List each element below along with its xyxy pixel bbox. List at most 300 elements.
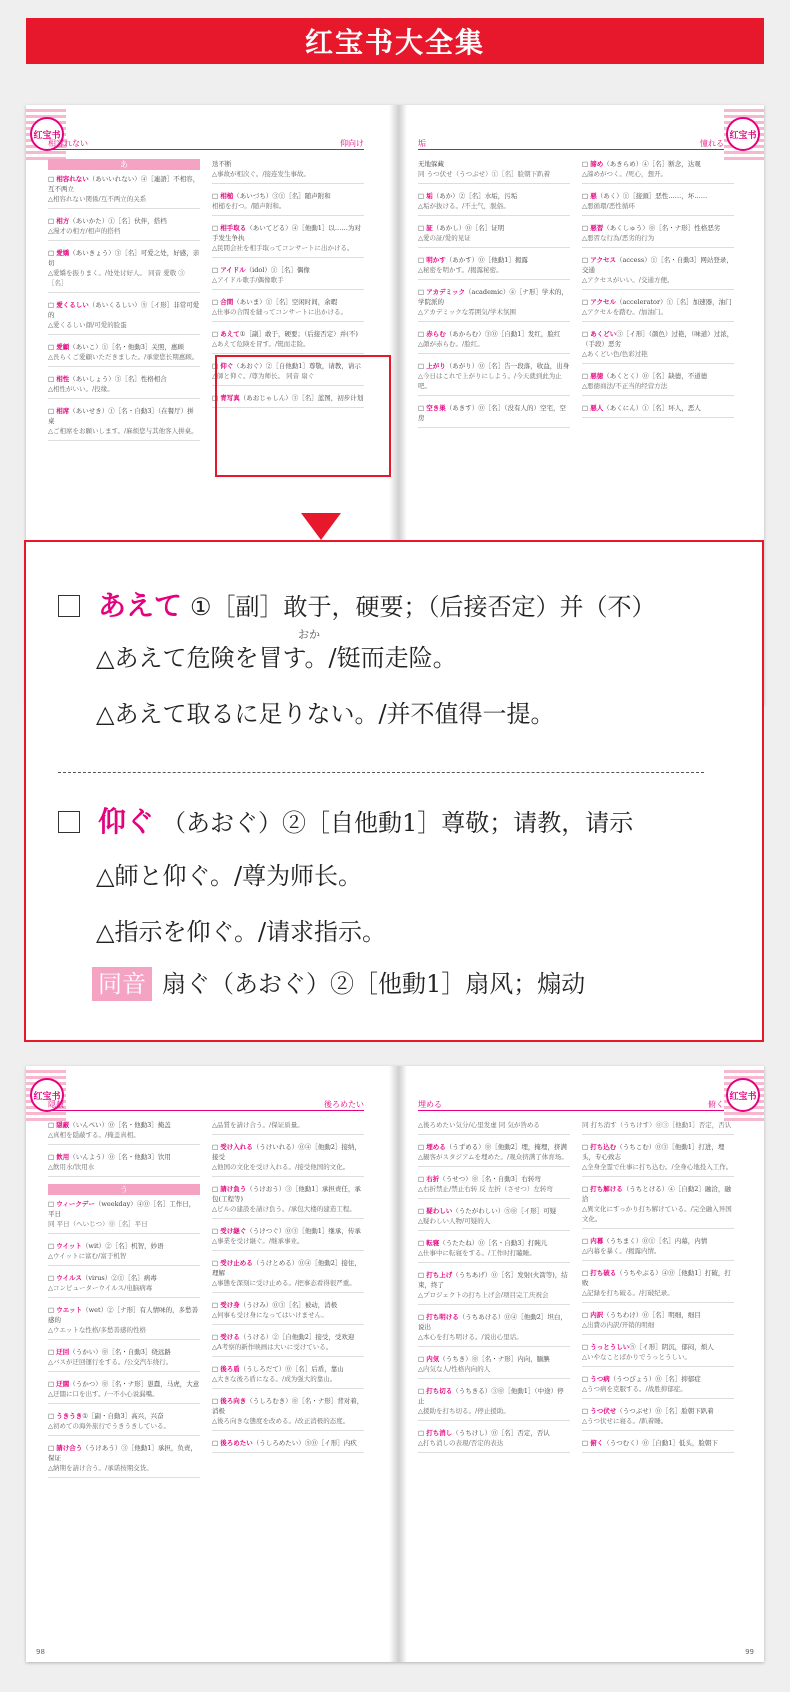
entry-example: △事態を深刻に受け止める。/把事态看得很严重。 xyxy=(212,1279,356,1287)
bottom-right-page xyxy=(414,1066,764,1662)
entry-def: （あおぐ）②［自他動1］尊敬，请教，请示 xyxy=(233,362,361,370)
entry-def: （wit）②［名］机智，妙语 xyxy=(81,1242,164,1250)
dict-entry: □ 赤らむ（あからむ）③⓪［自動1］发红，脸红 △顔が赤らむ。/脸红。 xyxy=(418,329,570,354)
entry-def: ③［イ形］（颜色）过艳，（味道）过浓，（手段）恶劣 xyxy=(582,330,734,348)
dict-entry: □ うつ病（うつびょう）⓪［名］抑郁症 △うつ病を克服する。/战胜抑郁症。 xyxy=(582,1374,734,1399)
dict-entry: □ 俯く（うつむく）⓪［自動1］低头，脸朝下 xyxy=(582,1438,734,1453)
entry-word: あえて xyxy=(220,330,240,338)
dict-entry: □ 後ろ向き（うしろむき）⓪［名・ナ形］背对着，消极 △後ろ向きな態度を改める。/改正消极的态度。 xyxy=(212,1396,364,1431)
entry-example: △ご相席をお願いします。/麻烦您与其他客人拼桌。 xyxy=(48,427,198,435)
entry-def: （あいしょう）③［名］性格相合 xyxy=(69,375,167,383)
entry-word: 迂闊 xyxy=(56,1380,70,1388)
entry-word: 相席 xyxy=(56,407,70,415)
entry-word: 内幕 xyxy=(590,1237,604,1245)
dict-entry: □ 疑わしい（うたがわしい）⑤⓪［イ形］可疑 △疑わしい人物/可疑的人 xyxy=(418,1206,570,1231)
zoom-word-2: 仰ぐ xyxy=(98,805,155,838)
header-left: 隠蔽 xyxy=(48,1100,64,1109)
entry-word: 内訳 xyxy=(590,1311,604,1319)
column xyxy=(418,159,570,435)
dict-entry: □ うきうき①［副・自動3］高兴，兴奋 △初めての海外旅行でうきうきしている。 xyxy=(48,1411,200,1436)
entry-example: △ウエットな性格/多愁善感的性格 xyxy=(48,1326,147,1334)
hongbaoshu-logo-icon: 红宝书 xyxy=(30,1078,64,1112)
entry-def: （うちあける）⓪④［他動2］坦白，说出 xyxy=(418,1313,567,1331)
entry-example: △ウイットに富む/富于机智 xyxy=(48,1252,127,1260)
entry-word: 隠蔽 xyxy=(56,1121,70,1129)
dict-entry: □ 打ち解ける（うちとける）④［自動2］融洽，融洽 △異文化にすっかり打ち解けている。/完全融入异国文化。 xyxy=(582,1184,734,1229)
entry-example: △いやなことばかりでうっとうしい。 xyxy=(582,1353,691,1361)
entry-example: 同 打ち消す（うちけす）⓪③［他動1］否定，否认 xyxy=(582,1121,732,1129)
highlight-box xyxy=(215,355,391,477)
entry-example: △大きな後ろ盾になる。/成为强大的靠山。 xyxy=(212,1375,337,1383)
dict-entry: □ 悪習（あくしゅう）⓪［名・ナ形］性格恶劣 △悪習な行為/恶劣的行为 xyxy=(582,223,734,248)
column xyxy=(212,1120,364,1460)
entry-word: 請け負う xyxy=(220,1185,247,1193)
dict-entry xyxy=(418,159,570,184)
entry-example: △師と仰ぐ。/尊为师长。 同音 扇ぐ xyxy=(212,372,315,380)
entry-def: （あおじゃしん）③［名］蓝图，初步计划 xyxy=(239,394,364,402)
entry-example: △諦めがつく。/死心，想开。 xyxy=(582,170,668,178)
entry-word: 右折 xyxy=(426,1175,440,1183)
entry-example: △仕事中に転寝をする。/工作时打瞌睡。 xyxy=(418,1249,536,1257)
zoom-example: △指示を仰ぐ。/请求指示。 xyxy=(96,918,387,946)
entry-word: あくどい xyxy=(590,330,617,338)
entry-example: △民間会社を相手取ってコンサートに出かける。 xyxy=(212,244,354,252)
dict-entry: □ 受け入れる（うけいれる）⓪④［他動2］接纳，接受 △他国の文化を受け入れる。/接受他国的文化。 xyxy=(212,1142,364,1177)
entry-word: 打ち上げ xyxy=(426,1271,453,1279)
entry-word: 受ける xyxy=(220,1333,240,1341)
entry-word: 上がり xyxy=(426,362,446,370)
entry-example: △アイドル歌手/偶像歌手 xyxy=(212,276,284,284)
entry-word: うきうき xyxy=(56,1412,83,1420)
entry-word: 後ろめたい xyxy=(220,1439,253,1447)
entry-word: 悪習 xyxy=(590,224,604,232)
entry-word: 仰ぐ xyxy=(220,362,234,370)
zoom-example: △あえて取るに足りない。/并不值得一提。 xyxy=(96,700,555,728)
entry-def: （うけいれる）⓪④［他動2］接纳，接受 xyxy=(212,1143,361,1161)
dict-entry: □ ウイット（wit）②［名］机智，妙语 △ウイットに富む/富于机智 xyxy=(48,1241,200,1266)
dict-entry: □ 打ち切る（うちきる）③⓪［他動1］（中途）停止 △援助を打ち切る。/停止援助。 xyxy=(418,1386,570,1421)
entry-def: （うちとける）④［自動2］融洽，融洽 xyxy=(582,1185,731,1203)
entry-def: （あくとく）⓪［名］缺德，不道德 xyxy=(603,372,708,380)
down-arrow-icon xyxy=(301,513,341,540)
entry-example: △疑わしい人物/可疑的人 xyxy=(418,1217,491,1225)
entry-example: △打ち消しの表現/否定的表达 xyxy=(418,1439,504,1447)
entry-example: △愛嬌を振りまく。/处处讨好人。 同音 愛敬 ③［名］ xyxy=(48,269,185,287)
entry-word: 転寝 xyxy=(426,1239,440,1247)
entry-word: 疑わしい xyxy=(426,1207,453,1215)
entry-word: アクセル xyxy=(590,298,617,306)
entry-word: 俯く xyxy=(590,1439,604,1447)
entry-def: （あかす）⓪［他動1］揭露 xyxy=(445,256,528,264)
entry-example: △何事も受け身になってはいけません。 xyxy=(212,1311,328,1319)
column xyxy=(582,1120,734,1460)
dict-entry: □ アクセル（accelerator）①［名］加速器，油门 △アクセルを踏む。/加油门。 xyxy=(582,297,734,322)
entry-word: うつ伏せ xyxy=(590,1407,617,1415)
section-header: う xyxy=(48,1184,200,1195)
zoom-def-1: ①［副］敢于，硬要；（后接否定）并（不） xyxy=(190,593,656,621)
entry-word: 愛顧 xyxy=(56,343,70,351)
entry-example: △あくどい色/色彩过艳 xyxy=(582,350,648,358)
header-left: 埋める xyxy=(418,1100,442,1109)
entry-word: 打ち切る xyxy=(426,1387,453,1395)
entry-word: 受け継ぐ xyxy=(220,1227,247,1235)
dict-entry: □ 右折（うせつ）⓪［名・自動3］右转弯 △右折禁止/禁止右转 反 左折（させつ）左转弯 xyxy=(418,1174,570,1199)
entry-word: 相方 xyxy=(56,217,70,225)
entry-word: 悪徳 xyxy=(590,372,604,380)
zoom-entry-2 xyxy=(58,800,633,840)
dict-entry: □ 請け負う（うけおう）③［他動1］承担责任，承包(工程等) △ビルの建設を請け負う。/承包大楼的建造工程。 xyxy=(212,1184,364,1219)
entry-def: （idol）①［名］偶像 xyxy=(245,266,310,274)
entry-word: 相槌 xyxy=(220,192,234,200)
bottom-book-spread xyxy=(26,1066,764,1662)
dict-entry: □ 証（あかし）⓪［名］证明 △愛の証/爱的见证 xyxy=(418,223,570,248)
bottom-left-page xyxy=(26,1066,376,1662)
entry-def: （うけとめる）⓪④［他動2］接住，理解 xyxy=(212,1259,361,1277)
entry-example: △うつ伏せに寝る。/趴着睡。 xyxy=(582,1417,668,1425)
dict-entry: □ 受け止める（うけとめる）⓪④［他動2］接住，理解 △事態を深刻に受け止める。/把事态看得很严重。 xyxy=(212,1258,364,1293)
entry-example: △相性がいい。/投缘。 xyxy=(48,385,114,393)
zoom-panel xyxy=(24,540,764,1042)
entry-def: （あきらめ）④［名］断念，达观 xyxy=(603,160,701,168)
dict-entry: □ 内訳（うちわけ）⓪［名］明细，细目 △出費の内訳/开销的明细 xyxy=(582,1310,734,1335)
dict-entry: □ 転寝（うたたね）⓪［名・自動3］打盹儿 △仕事中に転寝をする。/工作时打瞌睡。 xyxy=(418,1238,570,1263)
dict-entry: □ 打ち破る（うちやぶる）④⓪［他動1］打破，打败 △記録を打ち破る。/打破纪录。 xyxy=(582,1268,734,1303)
dict-entry: □ 後ろ盾（うしろだて）⓪［名］后盾，靠山 △大きな後ろ盾になる。/成为强大的靠山。 xyxy=(212,1364,364,1389)
entry-example: △うつ病を克服する。/战胜抑郁症。 xyxy=(582,1385,687,1393)
entry-def: （うせつ）⓪［名・自動3］右转弯 xyxy=(439,1175,541,1183)
entry-def: ①［副・自動3］高兴，兴奋 xyxy=(82,1412,164,1420)
entry-example: △相容れない関係/互不两立的关系 xyxy=(48,195,147,203)
entry-example: △事故が相次ぐ。/接连发生事故。 xyxy=(212,170,311,178)
dict-entry: □ アイドル（idol）①［名］偶像 △アイドル歌手/偶像歌手 xyxy=(212,265,364,290)
entry-word: 諦め xyxy=(590,160,604,168)
entry-example: △アカデミックな雰囲気/学术氛围 xyxy=(418,308,516,316)
entry-def: （うかつ）⓪［名・ナ形］愚蠢，马虎，大意 xyxy=(69,1380,200,1388)
page-number: 99 xyxy=(745,1648,754,1656)
entry-example: △納期を請け合う。/承诺按期交货。 xyxy=(48,1464,153,1472)
entry-word: 請け合う xyxy=(56,1444,83,1452)
dict-entry: □ 請け合う（うけあう）③［他動1］承担，负责，保证 △納期を請け合う。/承诺按期交货。 xyxy=(48,1443,200,1478)
dict-entry: □ 垢（あか）②［名］水垢，污垢 △垢が抜ける。/不土气，脱俗。 xyxy=(418,191,570,216)
checkbox-icon xyxy=(58,811,80,833)
entry-def: （うけあう）③［他動1］承担，负责，保证 xyxy=(48,1444,197,1462)
entry-example: △後ろ向きな態度を改める。/改正消极的态度。 xyxy=(212,1417,350,1425)
entry-word: 打ち破る xyxy=(590,1269,617,1277)
dict-entry: □ あくどい③［イ形］（颜色）过艳，（味道）过浓，（手段）恶劣 △あくどい色/色彩过艳 xyxy=(582,329,734,364)
dict-entry: □ 相方（あいかた）①［名］伙伴，搭档 △漫才の相方/相声的搭档 xyxy=(48,216,200,241)
dict-entry: □ 愛顧（あいこ）①［名・他動3］关照，惠顾 △長らくご愛顧いただきました。/承蒙您长期惠顾。 xyxy=(48,342,200,367)
entry-def: （weekday）④⓪［名］工作日，平日 xyxy=(48,1200,196,1218)
entry-word: 相容れない xyxy=(56,175,89,183)
dict-entry: □ 受ける（うける）②［自他動2］接受，受欢迎 △A考察的新作映画は大いに受けている。 xyxy=(212,1332,364,1357)
entry-def: （あいま）①［名］空闲时间，余暇 xyxy=(233,298,338,306)
entry-def: （accelerator）①［名］加速器，油门 xyxy=(616,298,732,306)
running-header xyxy=(48,1100,364,1111)
entry-example: △他国の文化を受け入れる。/接受他国的文化。 xyxy=(212,1163,350,1171)
entry-def: （うけみ）⓪③［名］被动，消极 xyxy=(239,1301,338,1309)
entry-word: 打ち込む xyxy=(590,1143,617,1151)
entry-word: 受け入れる xyxy=(220,1143,253,1151)
dict-entry: □ 相性（あいしょう）③［名］性格相合 △相性がいい。/投缘。 xyxy=(48,374,200,399)
entry-word: 明かす xyxy=(426,256,446,264)
entry-def: （うたがわしい）⑤⓪［イ形］可疑 xyxy=(452,1207,557,1215)
dict-entry: □ 空き巣（あきす）⓪［名］（没有人的）空宅，空房 xyxy=(418,403,570,428)
dict-entry: □ 悪（あく）①［接頭］恶性……，坏…… △悪循環/恶性循环 xyxy=(582,191,734,216)
entry-def: （うちこむ）⓪③［他動1］打进，埋头，专心致志 xyxy=(582,1143,725,1161)
entry-word: アカデミック xyxy=(426,288,466,296)
entry-word: 証 xyxy=(426,224,433,232)
header-right: 仰向け xyxy=(340,139,364,148)
entry-def: ①［副］敢于，硬要；（后接否定）并(不) xyxy=(239,330,358,338)
entry-example: △秘密を明かす。/揭露秘密。 xyxy=(418,266,503,274)
entry-example: △あえて危険を冒す。/铤而走险。 xyxy=(212,340,310,348)
entry-example: 相槌を打つ。/随声附和。 xyxy=(212,202,286,210)
dict-entry xyxy=(212,1120,364,1135)
entry-example: △出費の内訳/开销的明细 xyxy=(582,1321,655,1329)
furigana: おか xyxy=(298,628,320,641)
entry-example: △悪習な行為/恶劣的行为 xyxy=(582,234,655,242)
checkbox-icon xyxy=(58,595,80,617)
entry-example: △品質を請け合う。/保证质量。 xyxy=(212,1121,304,1129)
entry-example: △迂闊に口を出す。/一不小心说漏嘴。 xyxy=(48,1390,159,1398)
hongbaoshu-logo-icon: 红宝书 xyxy=(30,117,64,151)
entry-example: △ビルの建設を請け負う。/承包大楼的建造工程。 xyxy=(212,1205,356,1213)
entry-def: （academic）④［ナ形］学术的，学院派的 xyxy=(418,288,568,306)
entry-def: （あからむ）③⓪［自動1］发红，脸红 xyxy=(445,330,561,338)
dict-entry: □ 上がり（あがり）⓪［名］告一段落，收益，出身 △今日はこれで上がりにしよう。/今天就到此为止吧。 xyxy=(418,361,570,396)
dict-entry: □ あえて①［副］敢于，硬要；（后接否定）并(不) △あえて危険を冒す。/铤而走险。 xyxy=(212,329,364,354)
entry-example: △垢が抜ける。/不土气，脱俗。 xyxy=(418,202,510,210)
entry-example: △プロジェクトの打ち上げ会/项目完工庆祝会 xyxy=(418,1291,549,1299)
entry-def: （あいきょう）③［名］可爱之处，好感，亲切 xyxy=(48,249,200,267)
entry-example: △愛の証/爱的见证 xyxy=(418,234,471,242)
entry-word: 悪人 xyxy=(590,404,604,412)
dict-entry: □ 相容れない（あいいれない）④［連語］不相容，互不两立 △相容れない関係/互不两立的关系 xyxy=(48,174,200,209)
entry-word: 打ち消し xyxy=(426,1429,453,1437)
dict-entry: □ 諦め（あきらめ）④［名］断念，达观 △諦めがつく。/死心，想开。 xyxy=(582,159,734,184)
entry-def: （あく）①［接頭］恶性……，坏…… xyxy=(596,192,708,200)
dict-entry: □ 内幕（うちまく）⓪①［名］内幕，内情 △内幕を暴く。/揭露内情。 xyxy=(582,1236,734,1261)
entry-example: △右折禁止/禁止右转 反 左折（させつ）左转弯 xyxy=(418,1185,553,1193)
entry-example: △愛くるしい顔/可爱的脸蛋 xyxy=(48,321,127,329)
dict-entry: □ 愛嬌（あいきょう）③［名］可爱之处，好感，亲切 △愛嬌を振りまく。/处处讨好人。 同音 愛敬 ③［名］ xyxy=(48,248,200,293)
entry-def: 迭不断 xyxy=(212,160,232,168)
dict-entry xyxy=(418,1120,570,1135)
entry-def: （うしろむき）⓪［名・ナ形］背对着，消极 xyxy=(212,1397,364,1415)
entry-word: 迂回 xyxy=(56,1348,70,1356)
entry-word: 合間 xyxy=(220,298,234,306)
zoom-example: △あえて危険を冒す。/铤而走险。 xyxy=(96,644,457,672)
dict-entry: □ ウエット（wet）②［ナ形］有人情味的，多愁善感的 △ウエットな性格/多愁善感的性格 xyxy=(48,1305,200,1340)
entry-example: △アクセスがいい。/交通方便。 xyxy=(582,276,674,284)
entry-def: （うちけし）⓪［名］否定，否认 xyxy=(452,1429,550,1437)
column xyxy=(418,1120,570,1460)
entry-example: △事業を受け継ぐ。/继承事业。 xyxy=(212,1237,304,1245)
header-left: 相容れない xyxy=(48,139,88,148)
entry-word: うつ病 xyxy=(590,1375,610,1383)
entry-word: 受け止める xyxy=(220,1259,253,1267)
dict-entry: □ アカデミック（academic）④［ナ形］学术的，学院派的 △アカデミックな雰囲気/学术氛围 xyxy=(418,287,570,322)
entry-def: （あいくるしい）⑤［イ形］非常可爱的 xyxy=(48,301,200,319)
entry-word: 悪 xyxy=(590,192,597,200)
zoom-entry-1 xyxy=(58,584,656,624)
dict-entry: □ 内気（うちき）⓪［名・ナ形］内向，腼腆 △内気な人/性格内向的人 xyxy=(418,1354,570,1379)
dict-entry: □ 打ち消し（うちけし）⓪［名］否定，否认 △打ち消しの表現/否定的表达 xyxy=(418,1428,570,1453)
dict-entry: □ 相槌（あいづち）③①［名］随声附和 相槌を打つ。/随声附和。 xyxy=(212,191,364,216)
banner-title: 红宝书大全集 xyxy=(304,26,485,59)
dict-entry: □ アクセス（access）①［名・自動3］网站登录，交通 △アクセスがいい。/交通方便。 xyxy=(582,255,734,290)
dict-entry: □ ウイルス（virus）②①［名］病毒 △コンピューターウイルス/电脑病毒 xyxy=(48,1273,200,1298)
entry-word: 後ろ盾 xyxy=(220,1365,240,1373)
entry-word: アイドル xyxy=(220,266,246,274)
entry-def: （うちわけ）⓪［名］明细，细目 xyxy=(603,1311,701,1319)
dict-entry: □ うつ伏せ（うつぶせ）⓪［名］脸朝下趴着 △うつ伏せに寝る。/趴着睡。 xyxy=(582,1406,734,1431)
hongbaoshu-logo-icon: 红宝书 xyxy=(726,117,760,151)
entry-example: △漫才の相方/相声的搭档 xyxy=(48,227,121,235)
dict-entry: □ 合間（あいま）①［名］空闲时间，余暇 △仕事の合間を縫ってコンサートに出かける。 xyxy=(212,297,364,322)
entry-def: （あがり）⓪［名］告一段落，收益，出身 xyxy=(445,362,570,370)
header-left: 垢 xyxy=(418,139,426,148)
homophone-tag: 同音 xyxy=(92,967,152,1001)
entry-def: （うけおう）③［他動1］承担责任，承包(工程等) xyxy=(212,1185,361,1203)
header-right: 後ろめたい xyxy=(324,1100,364,1109)
entry-def: （うけつぐ）⓪③［他動1］继承，传承 xyxy=(246,1227,361,1235)
entry-example: △今日はこれで上がりにしよう。/今天就到此为止吧。 xyxy=(418,372,562,390)
entry-example: △真相を隠蔽する。/掩盖真相。 xyxy=(48,1131,140,1139)
entry-def: （うつぶせ）⓪［名］脸朝下趴着 xyxy=(616,1407,714,1415)
dict-entry: □ うっとうしい⑤［イ形］阴沉，郁闷，烦人 △いやなことばかりでうっとうしい。 xyxy=(582,1342,734,1367)
entry-word: ウエット xyxy=(56,1306,83,1314)
entry-def: （あきす）⓪［名］（没有人的）空宅，空房 xyxy=(418,404,566,422)
entry-example: △顔が赤らむ。/脸红。 xyxy=(418,340,484,348)
dict-entry xyxy=(582,1120,734,1135)
dict-entry: □ 迂回（うかい）⓪［名・自動3］绕远路 △バスが迂回運行をする。/公交汽车绕行。 xyxy=(48,1347,200,1372)
title-banner xyxy=(26,18,764,64)
dict-entry: □ 相席（あいせき）①［名・自動3］（在餐厅）拼桌 △ご相席をお願いします。/麻烦您与其他客人拼桌。 xyxy=(48,406,200,441)
dict-entry: □ 悪徳（あくとく）⓪［名］缺德，不道德 △悪徳商法/不正当的经营方法 xyxy=(582,371,734,396)
entry-example: △コンピューターウイルス/电脑病毒 xyxy=(48,1284,153,1292)
entry-def: （あいせき）①［名・自動3］（在餐厅）拼桌 xyxy=(48,407,194,425)
entry-word: ウイルス xyxy=(56,1274,82,1282)
entry-word: アクセス xyxy=(590,256,617,264)
entry-def: （うしろめたい）⑤⓪［イ形］内疚 xyxy=(252,1439,357,1447)
entry-def: （うたたね）⓪［名・自動3］打盹儿 xyxy=(439,1239,548,1247)
entry-word: 飲用 xyxy=(56,1153,70,1161)
entry-word: 打ち明ける xyxy=(426,1313,459,1321)
dict-entry: □ 後ろめたい（うしろめたい）⑤⓪［イ形］内疚 xyxy=(212,1438,364,1453)
dict-entry: □ 打ち上げ（うちあげ）⓪［名］发射(火箭等)，结束，终了 △プロジェクトの打ち上げ会/项目完工庆祝会 xyxy=(418,1270,570,1305)
entry-def: （うしろだて）⓪［名］后盾，靠山 xyxy=(239,1365,344,1373)
entry-example: △悪循環/恶性循环 xyxy=(582,202,635,210)
entry-example: △悪徳商法/不正当的经营方法 xyxy=(582,382,668,390)
dict-entry: □ 受け継ぐ（うけつぐ）⓪③［他動1］继承，传承 △事業を受け継ぐ。/继承事业。 xyxy=(212,1226,364,1251)
entry-def: （うかい）⓪［名・自動3］绕远路 xyxy=(69,1348,171,1356)
entry-example: △内幕を暴く。/揭露内情。 xyxy=(582,1247,661,1255)
entry-def: （あか）②［名］水垢，污垢 xyxy=(432,192,518,200)
entry-example: △飲用水/饮用水 xyxy=(48,1163,95,1171)
entry-word: 愛くるしい xyxy=(56,301,89,309)
hongbaoshu-logo-icon: 红宝书 xyxy=(726,1078,760,1112)
entry-example: △アクセルを踏む。/加油门。 xyxy=(582,308,667,316)
entry-def: （うちあげ）⓪［名］发射(火箭等)，结束，终了 xyxy=(418,1271,568,1289)
running-header xyxy=(48,139,364,150)
entry-word: 空き巣 xyxy=(426,404,446,412)
entry-example: △記録を打ち破る。/打破纪录。 xyxy=(582,1289,674,1297)
zoom-example: △師と仰ぐ。/尊为师长。 xyxy=(96,862,363,890)
dict-entry: □ 仰ぐ（あおぐ）②［自他動1］尊敬，请教，请示 △師と仰ぐ。/尊为师长。 同音 扇ぐ xyxy=(212,361,364,386)
entry-def: ⑤［イ形］阴沉，郁闷，烦人 xyxy=(629,1343,714,1351)
header-right: 俯く xyxy=(708,1100,724,1109)
entry-example: △初めての海外旅行でうきうきしている。 xyxy=(48,1422,170,1430)
entry-word: 打ち解ける xyxy=(590,1185,623,1193)
dict-entry: □ 明かす（あかす）⓪［他動1］揭露 △秘密を明かす。/揭露秘密。 xyxy=(418,255,570,280)
entry-def: （access）①［名・自動3］网站登录，交通 xyxy=(582,256,733,274)
entry-word: 赤らむ xyxy=(426,330,446,338)
dict-entry: □ 埋める（うずめる）⓪［他動2］埋，掩埋，挤满 △観客がスタジアムを埋めた。/观众挤满了体育场。 xyxy=(418,1142,570,1167)
dashed-divider xyxy=(58,772,704,773)
entry-example: △全身全霊で仕事に打ち込む。/全身心地投入工作。 xyxy=(582,1163,733,1171)
entry-word: うっとうしい xyxy=(590,1343,630,1351)
entry-def: （うちきる）③⓪［他動1］（中途）停止 xyxy=(418,1387,564,1405)
entry-word: 受け身 xyxy=(220,1301,240,1309)
entry-word: 後ろ向き xyxy=(220,1397,247,1405)
zoom-def-2: （あおぐ）②［自他動1］尊敬；请教，请示 xyxy=(162,809,634,837)
entry-def: （うちき）⓪［名・ナ形］内向，腼腆 xyxy=(439,1355,550,1363)
entry-def: 无地躲藏 xyxy=(418,160,444,168)
entry-word: 内気 xyxy=(426,1355,440,1363)
entry-word: 愛嬌 xyxy=(56,249,70,257)
entry-example: △内気な人/性格内向的人 xyxy=(418,1365,491,1373)
entry-word: 相性 xyxy=(56,375,70,383)
entry-example: △本心を打ち明ける。/说出心里话。 xyxy=(418,1333,523,1341)
dict-entry xyxy=(212,159,364,184)
entry-def: （あいかた）①［名］伙伴，搭档 xyxy=(69,217,167,225)
entry-word: ウィークデー xyxy=(56,1200,95,1208)
dict-entry: □ 迂闊（うかつ）⓪［名・ナ形］愚蠢，马虎，大意 △迂闊に口を出す。/一不小心说漏嘴。 xyxy=(48,1379,200,1404)
entry-def: （あかし）⓪［名］证明 xyxy=(432,224,505,232)
entry-word: 埋める xyxy=(426,1143,446,1151)
entry-example: △長らくご愛顧いただきました。/承蒙您长期惠顾。 xyxy=(48,353,199,361)
dict-entry: □ 愛くるしい（あいくるしい）⑤［イ形］非常可爱的 △愛くるしい顔/可爱的脸蛋 xyxy=(48,300,200,335)
entry-def: （うける）②［自他動2］接受，受欢迎 xyxy=(239,1333,355,1341)
entry-example: △異文化にすっかり打ち解けている。/完全融入异国文化。 xyxy=(582,1205,732,1223)
entry-example: 同 うつ伏せ（うつぶせ）①［名］脸朝下趴着 xyxy=(418,170,551,178)
dict-entry: □ 受け身（うけみ）⓪③［名］被动，消极 △何事も受け身になってはいけません。 xyxy=(212,1300,364,1325)
running-header xyxy=(418,1100,724,1111)
entry-def: （wet）②［ナ形］有人情味的，多愁善感的 xyxy=(48,1306,199,1324)
column xyxy=(582,159,734,425)
entry-example: △後ろめたい気分/心里发虚 同 気が咎める xyxy=(418,1121,540,1129)
column xyxy=(48,159,200,448)
running-header xyxy=(418,139,724,150)
entry-def: （あいこ）①［名・他動3］关照，惠顾 xyxy=(69,343,184,351)
entry-def: （うずめる）⓪［他動2］埋，掩埋，挤满 xyxy=(445,1143,567,1151)
zoom-homophone xyxy=(92,964,585,1001)
dict-entry: □ 隠蔽（いんぺい）⓪［名・他動3］掩盖 △真相を隠蔽する。/掩盖真相。 xyxy=(48,1120,200,1145)
entry-example: △仕事の合間を縫ってコンサートに出かける。 xyxy=(212,308,347,316)
header-right: 憧れる xyxy=(700,139,724,148)
entry-word: ウイット xyxy=(56,1242,82,1250)
entry-def: （いんぺい）⓪［名・他動3］掩盖 xyxy=(69,1121,171,1129)
entry-example: △援助を打ち切る。/停止援助。 xyxy=(418,1407,510,1415)
section-header: あ xyxy=(48,159,200,170)
dict-entry: □ 相手取る（あいてどる）④［他動1］以……为对手发生争执 △民間会社を相手取ってコンサートに出かける。 xyxy=(212,223,364,258)
entry-def: （virus）②①［名］病毒 xyxy=(81,1274,157,1282)
dict-entry: □ 悪人（あくにん）①［名］坏人，恶人 xyxy=(582,403,734,418)
entry-def: （あくしゅう）⓪［名・ナ形］性格恶劣 xyxy=(603,224,721,232)
dict-entry: □ 打ち明ける（うちあける）⓪④［他動2］坦白，说出 △本心を打ち明ける。/说出心里话。 xyxy=(418,1312,570,1347)
entry-example: △A考察的新作映画は大いに受けている。 xyxy=(212,1343,333,1351)
